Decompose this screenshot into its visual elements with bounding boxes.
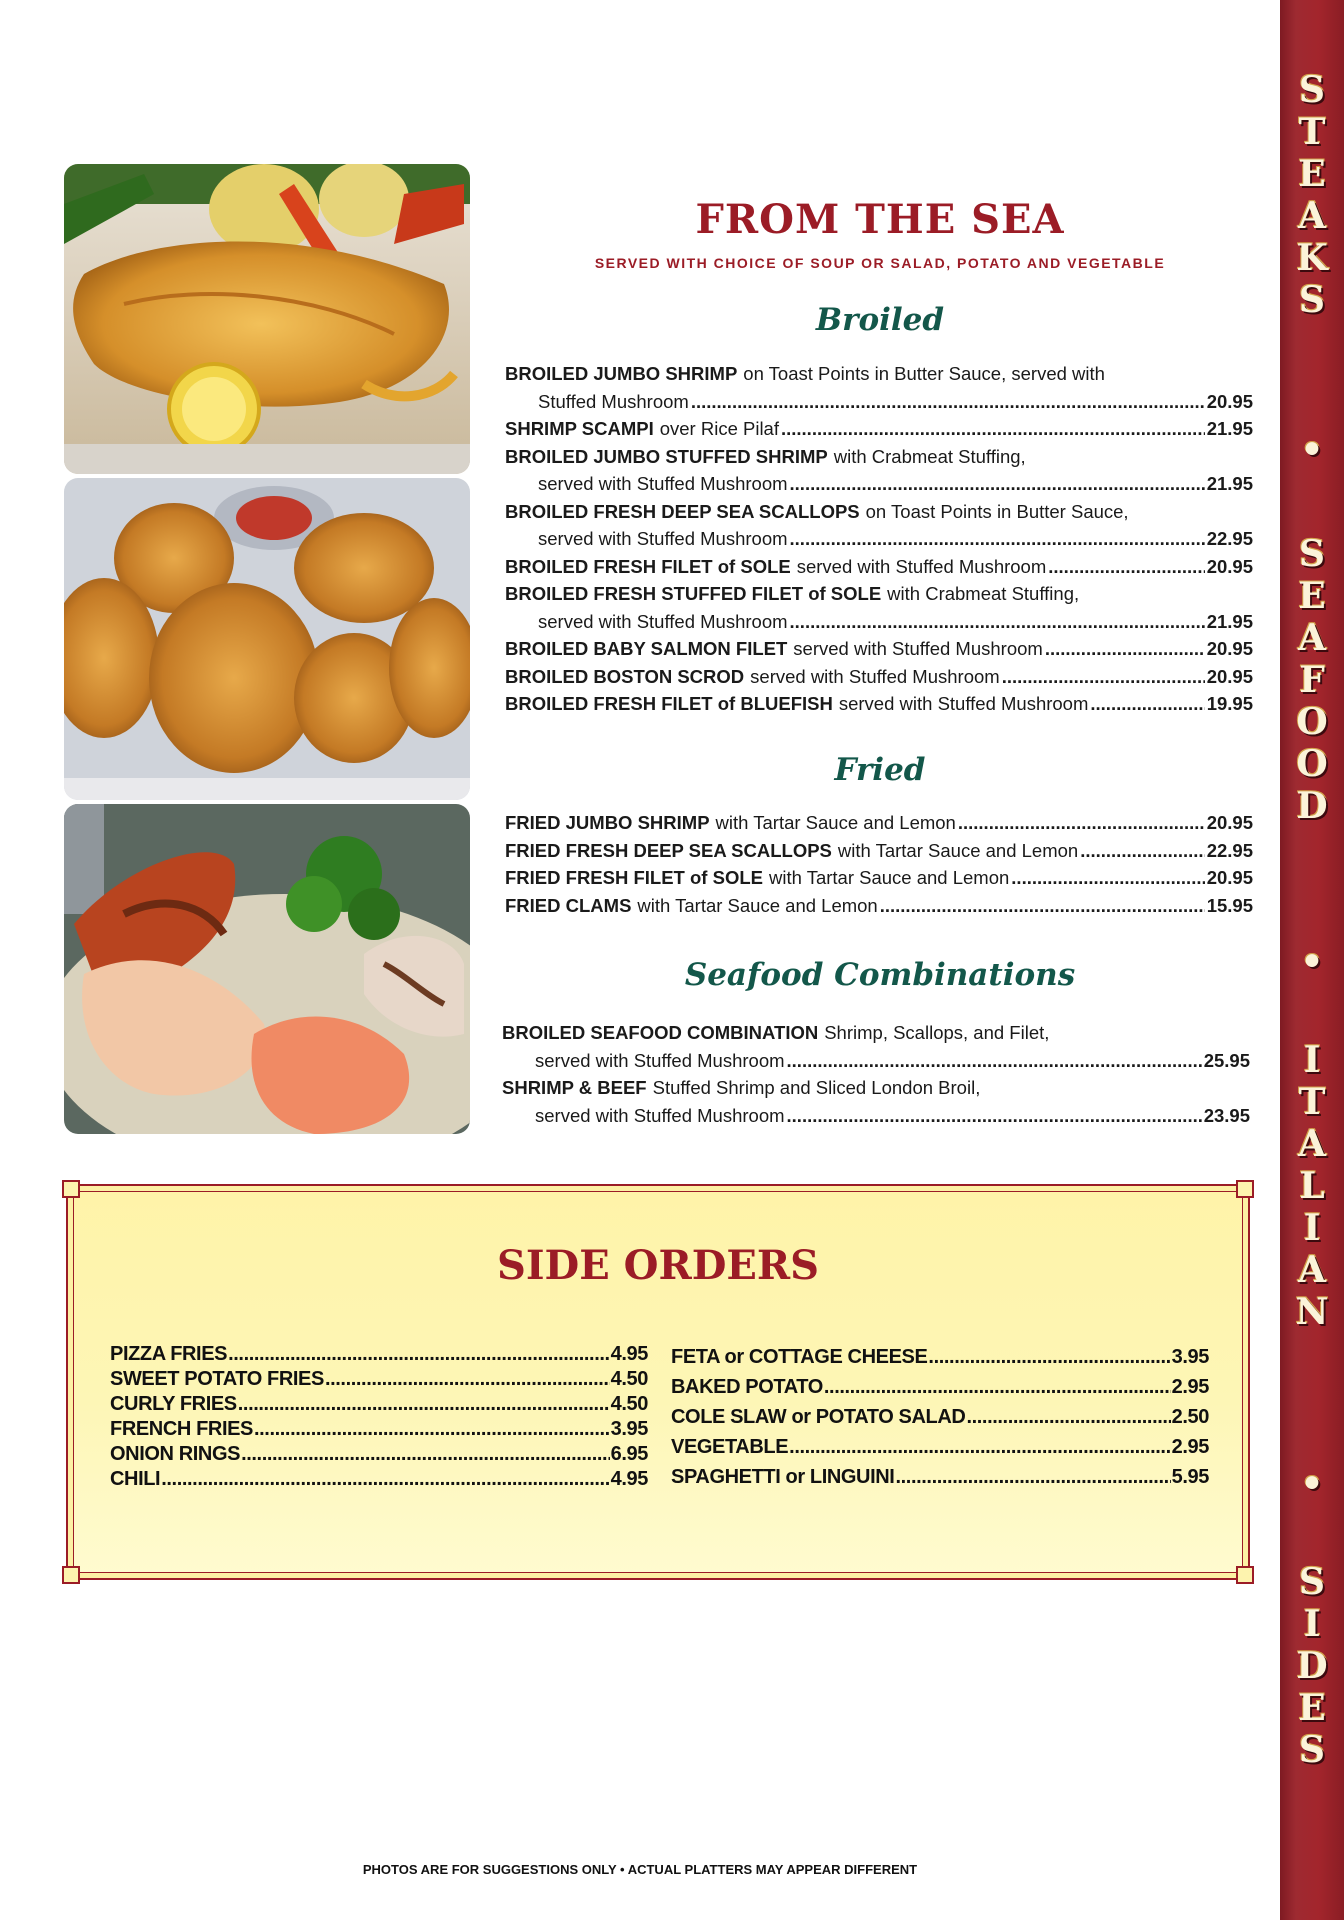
- menu-item: [505, 864, 1253, 892]
- category-title-broiled: Broiled: [815, 302, 945, 338]
- menu-item-line: [505, 498, 1253, 526]
- item-price: 20.95: [1206, 390, 1253, 412]
- side-item-price: 2.50: [1171, 1406, 1209, 1428]
- dot-leader: [790, 525, 1205, 553]
- menu-item: [505, 892, 1253, 920]
- broiled-fish-photo: [64, 164, 470, 474]
- item-description: Stuffed Shrimp and Sliced London Broil,: [652, 1077, 981, 1098]
- band-letter: L: [1299, 1165, 1325, 1207]
- dot-leader: [824, 1372, 1171, 1402]
- side-order-item: [110, 1467, 648, 1492]
- item-price: 21.95: [1206, 418, 1253, 439]
- dot-leader: [928, 1342, 1170, 1372]
- band-letter: A: [1298, 617, 1326, 659]
- menu-item-line: [502, 1047, 1250, 1075]
- item-description: on Toast Points in Butter Sauce,: [865, 500, 1129, 522]
- menu-item: [505, 415, 1253, 443]
- item-description: served with Stuffed Mushroom: [538, 473, 788, 494]
- footer-disclaimer: PHOTOS ARE FOR SUGGESTIONS ONLY • ACTUAL PLATTERS MAY APPEAR DIFFERENT: [362, 1862, 918, 1877]
- side-order-item: [110, 1342, 648, 1367]
- item-price: 19.95: [1206, 693, 1253, 714]
- dot-leader: [254, 1417, 610, 1442]
- side-item-name: COLE SLAW or POTATO SALAD: [671, 1406, 966, 1428]
- item-name: BROILED FRESH FILET of BLUEFISH: [505, 693, 833, 714]
- side-item-name: BAKED POTATO: [671, 1376, 823, 1398]
- band-letter: A: [1298, 1249, 1326, 1291]
- side-item-price: 6.95: [610, 1443, 648, 1465]
- menu-item-line: [505, 553, 1253, 581]
- side-order-item: [671, 1402, 1209, 1432]
- dot-leader: [238, 1392, 610, 1417]
- side-order-item: [671, 1372, 1209, 1402]
- frame-corner: [1236, 1566, 1254, 1584]
- frame-corner: [1236, 1180, 1254, 1198]
- frame-corner: [62, 1566, 80, 1584]
- menu-item-line: [502, 1019, 1250, 1047]
- item-description: with Tartar Sauce and Lemon: [715, 812, 956, 833]
- item-description: served with Stuffed Mushroom: [535, 1049, 785, 1071]
- menu-item-line: [505, 388, 1253, 416]
- side-item-price: 4.95: [610, 1468, 648, 1490]
- band-letter: A: [1298, 195, 1326, 237]
- item-description: served with Stuffed Mushroom: [750, 665, 1000, 687]
- side-orders-title: SIDE ORDERS: [496, 1242, 820, 1289]
- item-price: 21.95: [1206, 473, 1253, 494]
- band-bullet: •: [1300, 429, 1324, 471]
- dot-leader: [880, 892, 1205, 920]
- item-name: SHRIMP & BEEF: [502, 1077, 647, 1098]
- item-price: 23.95: [1203, 1104, 1250, 1126]
- menu-item-line: [505, 690, 1253, 718]
- band-letter: I: [1303, 1207, 1321, 1249]
- side-item-price: 4.50: [610, 1368, 648, 1390]
- side-band: [1280, 0, 1344, 1920]
- item-description: on Toast Points in Butter Sauce, served with: [743, 363, 1105, 384]
- side-order-item: [671, 1432, 1209, 1462]
- item-name: BROILED FRESH STUFFED FILET of SOLE: [505, 583, 882, 604]
- side-item-price: 4.95: [610, 1343, 648, 1365]
- dot-leader: [958, 809, 1205, 837]
- item-description: served with Stuffed Mushroom: [838, 693, 1089, 714]
- item-price: 22.95: [1206, 528, 1253, 549]
- dot-leader: [787, 1047, 1202, 1075]
- item-name: BROILED JUMBO SHRIMP: [505, 363, 738, 384]
- dot-leader: [781, 415, 1205, 443]
- fried-items: [505, 809, 1253, 919]
- dot-leader: [325, 1367, 610, 1392]
- menu-item-line: [505, 635, 1253, 663]
- menu-item: [505, 663, 1253, 691]
- menu-item: [505, 809, 1253, 837]
- dot-leader: [790, 608, 1205, 636]
- menu-item: [505, 553, 1253, 581]
- side-order-item: [110, 1442, 648, 1467]
- section-title: FROM THE SEA: [695, 196, 1065, 243]
- item-description: with Crabmeat Stuffing,: [887, 583, 1080, 604]
- menu-item-line: [505, 837, 1253, 865]
- item-description: with Tartar Sauce and Lemon: [837, 839, 1079, 861]
- item-name: BROILED FRESH FILET of SOLE: [505, 555, 791, 577]
- category-title-combinations: Seafood Combinations: [684, 957, 1076, 993]
- item-name: BROILED SEAFOOD COMBINATION: [502, 1022, 819, 1043]
- dot-leader: [790, 470, 1205, 498]
- item-name: FRIED JUMBO SHRIMP: [505, 812, 710, 833]
- item-description: with Tartar Sauce and Lemon: [768, 867, 1010, 888]
- dot-leader: [1048, 553, 1204, 581]
- menu-item: [505, 580, 1253, 635]
- menu-item-line: [502, 1074, 1250, 1102]
- item-price: 20.95: [1206, 812, 1253, 833]
- band-letter: E: [1298, 1687, 1326, 1729]
- category-title-fried: Fried: [834, 752, 926, 788]
- item-name: SHRIMP SCAMPI: [505, 418, 654, 439]
- menu-item: [505, 443, 1253, 498]
- side-item-price: 5.95: [1171, 1466, 1209, 1488]
- item-price: 15.95: [1206, 894, 1253, 916]
- side-orders-box: [66, 1184, 1250, 1580]
- item-name: BROILED FRESH DEEP SEA SCALLOPS: [505, 500, 860, 522]
- side-item-price: 4.50: [610, 1393, 648, 1415]
- item-price: 20.95: [1206, 665, 1253, 687]
- side-item-name: FRENCH FRIES: [110, 1418, 253, 1440]
- item-price: 21.95: [1206, 610, 1253, 632]
- band-letter: F: [1299, 659, 1325, 701]
- side-orders-left-column: [110, 1342, 648, 1492]
- band-letter: S: [1299, 1729, 1325, 1771]
- dot-leader: [228, 1342, 610, 1367]
- side-order-item: [671, 1462, 1209, 1492]
- side-item-name: SPAGHETTI or LINGUINI: [671, 1466, 895, 1488]
- menu-item-line: [505, 525, 1253, 553]
- band-letter: N: [1295, 1291, 1329, 1333]
- dot-leader: [1002, 663, 1205, 691]
- menu-item-line: [502, 1102, 1250, 1130]
- band-letter: D: [1296, 785, 1328, 827]
- band-letter: O: [1296, 743, 1328, 785]
- item-description: served with Stuffed Mushroom: [793, 638, 1043, 659]
- item-price: 25.95: [1203, 1049, 1250, 1071]
- dot-leader: [1080, 837, 1205, 865]
- item-description: over Rice Pilaf: [659, 418, 779, 439]
- band-letter: I: [1303, 1039, 1321, 1081]
- shrimp-lobster-platter-photo: [64, 804, 470, 1134]
- side-item-name: CURLY FRIES: [110, 1393, 237, 1415]
- band-letter: T: [1298, 1081, 1326, 1123]
- menu-item: [505, 690, 1253, 718]
- band-letter: E: [1298, 575, 1326, 617]
- side-order-item: [671, 1342, 1209, 1372]
- item-name: BROILED BABY SALMON FILET: [505, 638, 788, 659]
- side-item-name: CHILI: [110, 1468, 161, 1490]
- menu-item: [502, 1019, 1250, 1074]
- dot-leader: [1045, 635, 1205, 663]
- menu-item-line: [505, 663, 1253, 691]
- side-item-name: FETA or COTTAGE CHEESE: [671, 1346, 928, 1368]
- dot-leader: [787, 1102, 1202, 1130]
- side-item-price: 3.95: [610, 1418, 648, 1440]
- item-price: 20.95: [1206, 555, 1253, 577]
- menu-item-line: [505, 580, 1253, 608]
- band-letter: O: [1296, 701, 1328, 743]
- side-item-name: SWEET POTATO FRIES: [110, 1368, 324, 1390]
- band-bullet: •: [1300, 1463, 1324, 1505]
- item-price: 20.95: [1206, 638, 1253, 659]
- item-price: 20.95: [1206, 867, 1253, 888]
- band-letter: K: [1296, 237, 1328, 279]
- menu-item-line: [505, 864, 1253, 892]
- side-item-price: 2.95: [1171, 1436, 1209, 1458]
- menu-item: [502, 1074, 1250, 1129]
- band-letter: S: [1299, 533, 1325, 575]
- item-description: with Tartar Sauce and Lemon: [637, 894, 878, 916]
- dot-leader: [161, 1467, 609, 1492]
- item-name: FRIED FRESH DEEP SEA SCALLOPS: [505, 839, 832, 861]
- item-name: FRIED FRESH FILET of SOLE: [505, 867, 763, 888]
- dot-leader: [241, 1442, 610, 1467]
- item-price: 22.95: [1206, 839, 1253, 861]
- side-item-name: PIZZA FRIES: [110, 1343, 228, 1365]
- item-description: served with Stuffed Mushroom: [538, 610, 788, 632]
- band-letter: A: [1298, 1123, 1326, 1165]
- side-order-item: [110, 1367, 648, 1392]
- item-name: BROILED JUMBO STUFFED SHRIMP: [505, 445, 828, 467]
- side-item-price: 2.95: [1171, 1376, 1209, 1398]
- menu-item-line: [505, 608, 1253, 636]
- dot-leader: [789, 1432, 1171, 1462]
- side-item-name: VEGETABLE: [671, 1436, 789, 1458]
- side-item-name: ONION RINGS: [110, 1443, 241, 1465]
- band-letter: D: [1296, 1645, 1328, 1687]
- dot-leader: [1011, 864, 1204, 892]
- item-description: Stuffed Mushroom: [538, 390, 689, 412]
- item-description: Shrimp, Scallops, and Filet,: [824, 1022, 1050, 1043]
- band-letter: E: [1298, 153, 1326, 195]
- section-subtitle: SERVED WITH CHOICE OF SOUP OR SALAD, POTATO AND VEGETABLE: [594, 255, 1166, 271]
- menu-item: [505, 498, 1253, 553]
- item-description: with Crabmeat Stuffing,: [833, 445, 1026, 467]
- item-description: served with Stuffed Mushroom: [538, 528, 788, 549]
- item-description: served with Stuffed Mushroom: [796, 555, 1047, 577]
- combination-items: [502, 1019, 1250, 1129]
- item-name: FRIED CLAMS: [505, 894, 632, 916]
- broiled-items: [505, 360, 1253, 718]
- item-name: BROILED BOSTON SCROD: [505, 665, 745, 687]
- menu-item: [505, 635, 1253, 663]
- dot-leader: [895, 1462, 1170, 1492]
- menu-item-line: [505, 470, 1253, 498]
- side-orders-right-column: [671, 1342, 1209, 1492]
- band-letter: I: [1303, 1603, 1321, 1645]
- item-description: served with Stuffed Mushroom: [535, 1104, 785, 1126]
- band-letter: S: [1299, 1561, 1325, 1603]
- side-order-item: [110, 1392, 648, 1417]
- menu-item: [505, 360, 1253, 415]
- side-order-item: [110, 1417, 648, 1442]
- side-item-price: 3.95: [1171, 1346, 1209, 1368]
- frame-corner: [62, 1180, 80, 1198]
- dot-leader: [966, 1402, 1170, 1432]
- menu-item-line: [505, 360, 1253, 388]
- band-bullet: •: [1300, 941, 1324, 983]
- menu-item-line: [505, 892, 1253, 920]
- dot-leader: [1090, 690, 1204, 718]
- menu-item-line: [505, 415, 1253, 443]
- dot-leader: [691, 388, 1205, 416]
- fried-shrimp-photo: [64, 478, 470, 800]
- menu-item: [505, 837, 1253, 865]
- band-letter: T: [1298, 111, 1326, 153]
- band-letter: S: [1299, 279, 1325, 321]
- menu-item-line: [505, 809, 1253, 837]
- band-letter: S: [1299, 69, 1325, 111]
- menu-item-line: [505, 443, 1253, 471]
